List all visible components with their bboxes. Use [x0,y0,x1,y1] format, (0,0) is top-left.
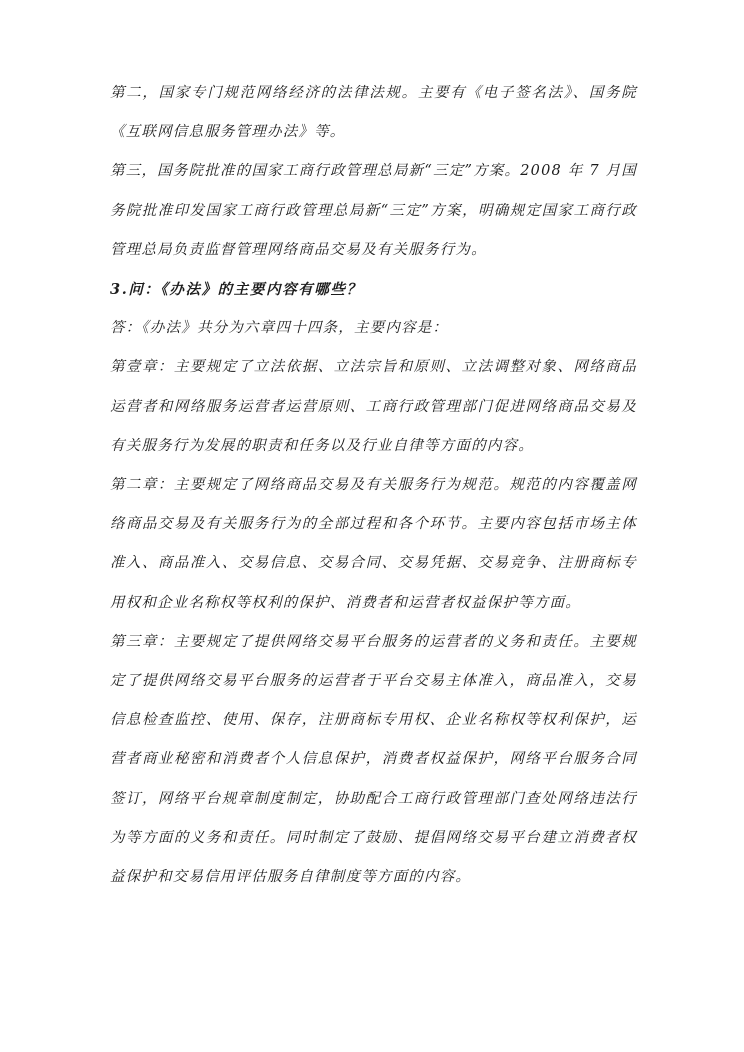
heading-question-3: 3.问：《办法》的主要内容有哪些？ [110,281,363,299]
paragraph-chapter-2: 第二章：主要规定了网络商品交易及有关服务行为规范。规范的内容覆盖网络商品交易及有关服务行为的全部过程和各个环节。主要内容包括市场主体准入、商品准入、交易信息、交易合同、交易凭据、交易竞争、注册商标专用权和企业名称权等权利的保护、消费者和运营者权益保护等方面。 [110,477,637,611]
paragraph-chapter-1: 第壹章：主要规定了立法依据、立法宗旨和原则、立法调整对象、网络商品运营者和网络服务运营者运营原则、工商行政管理部门促进网络商品交易及有关服务行为发展的职责和任务以及行业自律等方面的内容。 [110,359,637,454]
paragraph-chapter-3: 第三章：主要规定了提供网络交易平台服务的运营者的义务和责任。主要规定了提供网络交易平台服务的运营者于平台交易主体准入，商品准入，交易信息检查监控、使用、保存，注册商标专用权、企业名称权等权利保护，运营者商业秘密和消费者个人信息保护，消费者权益保护，网络平台服务合同签订，网络平台规章制度制定，协助配合工商行政管理部门查处网络违法行为等方面的义务和责任。同时制定了鼓励、提倡网络交易平台建立消费者权益保护和交易信用评估服务自律制度等方面的内容。 [110,633,637,886]
paragraph-answer-intro: 答：《办法》共分为六章四十四条，主要内容是： [110,320,449,337]
paragraph-point-3: 第三，国务院批准的国家工商行政管理总局新“三定”方案。2008 年 7 月国务院批准印发国家工商行政管理总局新“三定”方案，明确规定国家工商行政管理总局负责监督管理网络商品交易及有关服务行为。 [110,163,637,258]
paragraph-point-2: 第二，国家专门规范网络经济的法律法规。主要有《电子签名法》、国务院《互联网信息服务管理办法》等。 [110,85,637,141]
document-body [110,74,637,897]
